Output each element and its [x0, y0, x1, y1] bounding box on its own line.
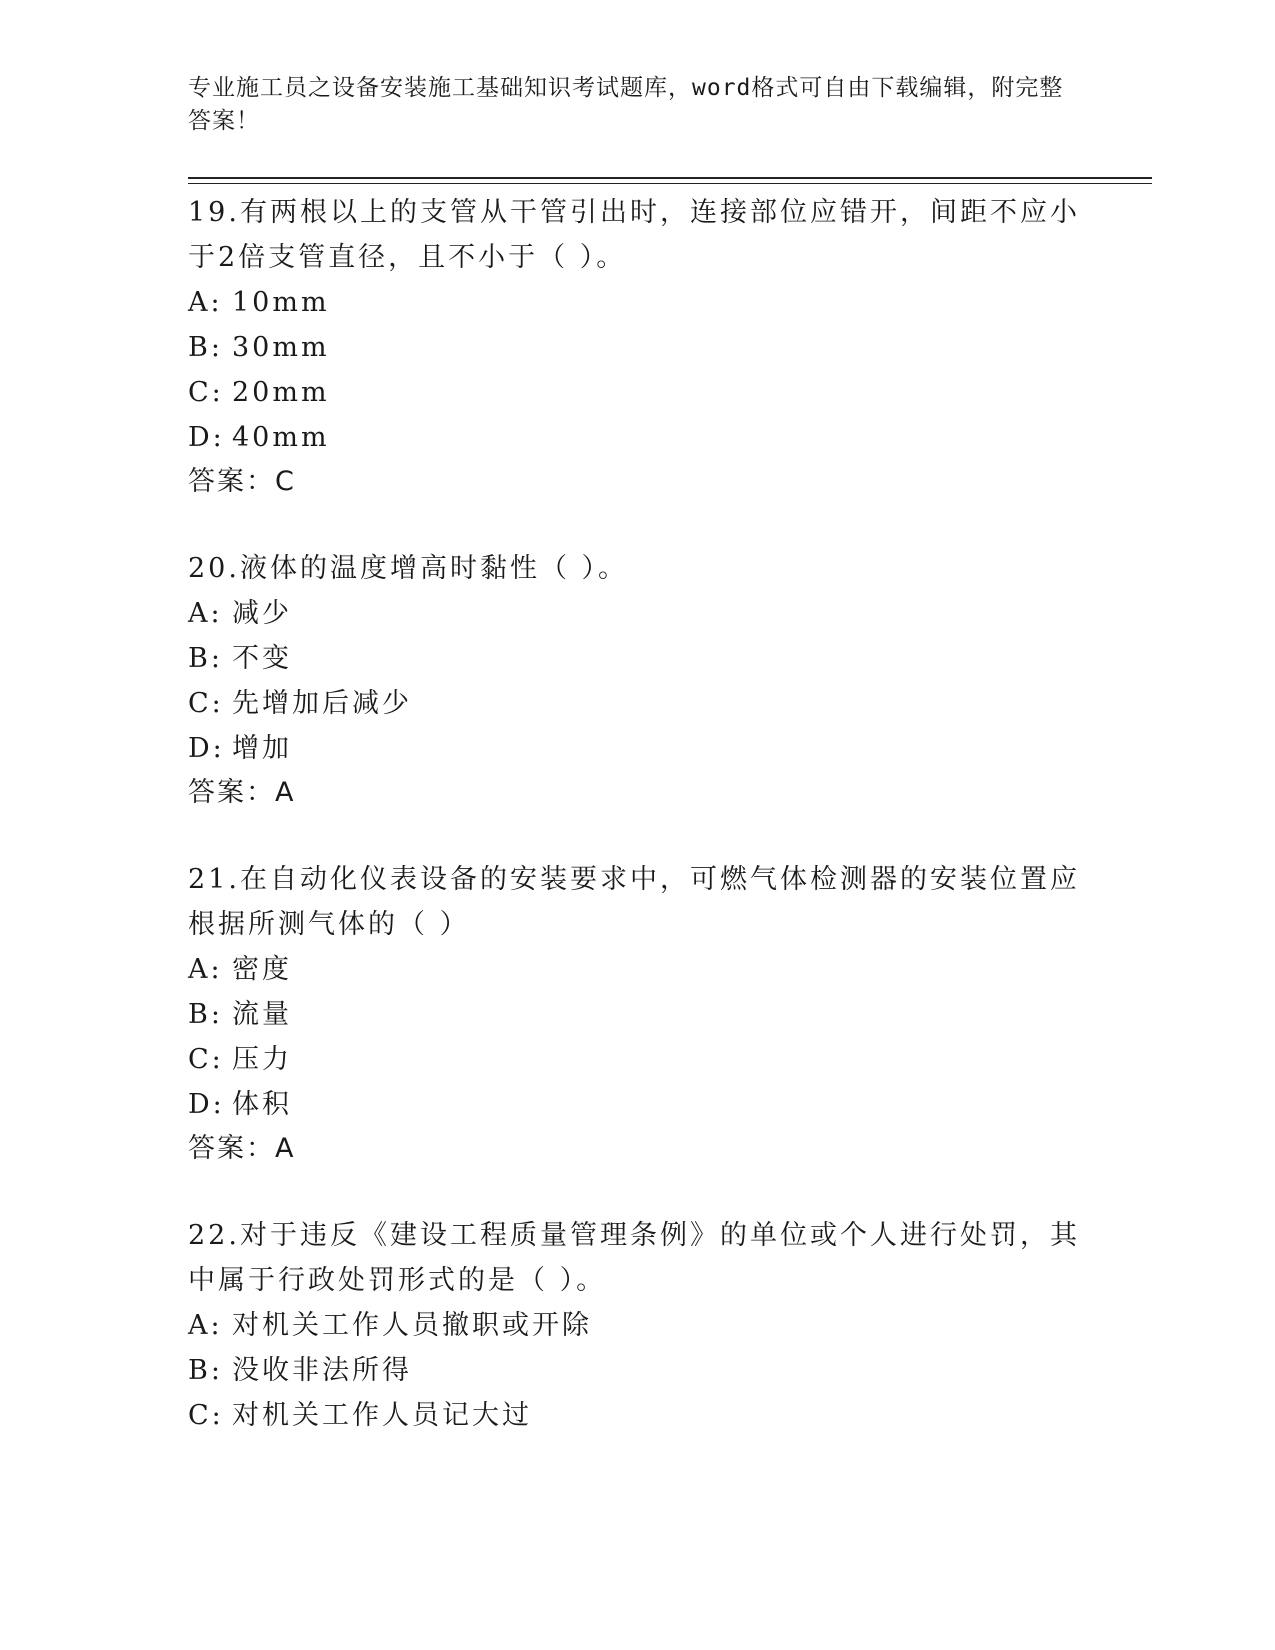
option-text: 体积	[232, 1089, 292, 1120]
option-b	[188, 325, 1088, 370]
option-c	[188, 681, 1088, 726]
header-divider-thick	[188, 177, 1152, 179]
option-text: 先增加后减少	[232, 688, 412, 719]
option-b	[188, 992, 1088, 1037]
option-text: 增加	[232, 733, 292, 764]
option-letter: B:	[188, 643, 223, 674]
option-b	[188, 636, 1088, 681]
question-stem: 19.有两根以上的支管从干管引出时，连接部位应错开，间距不应小于2倍支管直径，且不小于（ ）。	[188, 197, 1080, 273]
option-text: 不变	[232, 643, 292, 674]
option-a	[188, 280, 1088, 325]
option-a	[188, 1303, 1088, 1348]
question-stem: 20.液体的温度增高时黏性（ ）。	[188, 553, 629, 584]
question-stem: 22.对于违反《建设工程质量管理条例》的单位或个人进行处罚，其中属于行政处罚形式的是（ ）。	[188, 1220, 1080, 1296]
option-letter: A:	[188, 1310, 223, 1341]
question-stem: 21.在自动化仪表设备的安装要求中，可燃气体检测器的安装位置应根据所测气体的（ ）	[188, 864, 1080, 940]
option-letter: C:	[188, 377, 224, 408]
option-c	[188, 1037, 1088, 1082]
answer-line: 答案：A	[188, 777, 296, 808]
option-text: 10mm	[232, 287, 330, 318]
option-letter: C:	[188, 1400, 224, 1431]
answer-line: 答案：C	[188, 466, 296, 497]
option-text: 对机关工作人员撤职或开除	[232, 1310, 592, 1341]
option-a	[188, 591, 1088, 636]
option-text: 30mm	[232, 332, 330, 363]
option-c	[188, 1393, 1088, 1438]
option-letter: C:	[188, 688, 224, 719]
question-20	[188, 546, 1088, 815]
option-text: 密度	[232, 954, 292, 985]
option-letter: D:	[188, 422, 225, 453]
option-letter: D:	[188, 1089, 225, 1120]
option-text: 减少	[232, 598, 292, 629]
option-text: 压力	[232, 1044, 292, 1075]
option-a	[188, 947, 1088, 992]
option-text: 20mm	[232, 377, 330, 408]
header-divider-thin	[188, 183, 1152, 184]
option-text: 流量	[232, 999, 292, 1030]
option-text: 40mm	[232, 422, 330, 453]
option-letter: A:	[188, 598, 223, 629]
option-letter: A:	[188, 287, 223, 318]
question-list	[188, 190, 1088, 1480]
option-letter: B:	[188, 1355, 223, 1386]
question-21	[188, 857, 1088, 1171]
option-c	[188, 370, 1088, 415]
option-text: 对机关工作人员记大过	[232, 1400, 532, 1431]
option-d	[188, 415, 1088, 460]
answer-line: 答案：A	[188, 1133, 296, 1164]
option-b	[188, 1348, 1088, 1393]
option-d	[188, 1082, 1088, 1127]
option-letter: D:	[188, 733, 225, 764]
question-19	[188, 190, 1088, 504]
option-text: 没收非法所得	[232, 1355, 412, 1386]
option-d	[188, 726, 1088, 771]
option-letter: B:	[188, 999, 223, 1030]
option-letter: B:	[188, 332, 223, 363]
option-letter: C:	[188, 1044, 224, 1075]
document-header: 专业施工员之设备安装施工基础知识考试题库，word格式可自由下载编辑，附完整答案！	[188, 75, 1064, 134]
question-22	[188, 1213, 1088, 1438]
option-letter: A:	[188, 954, 223, 985]
